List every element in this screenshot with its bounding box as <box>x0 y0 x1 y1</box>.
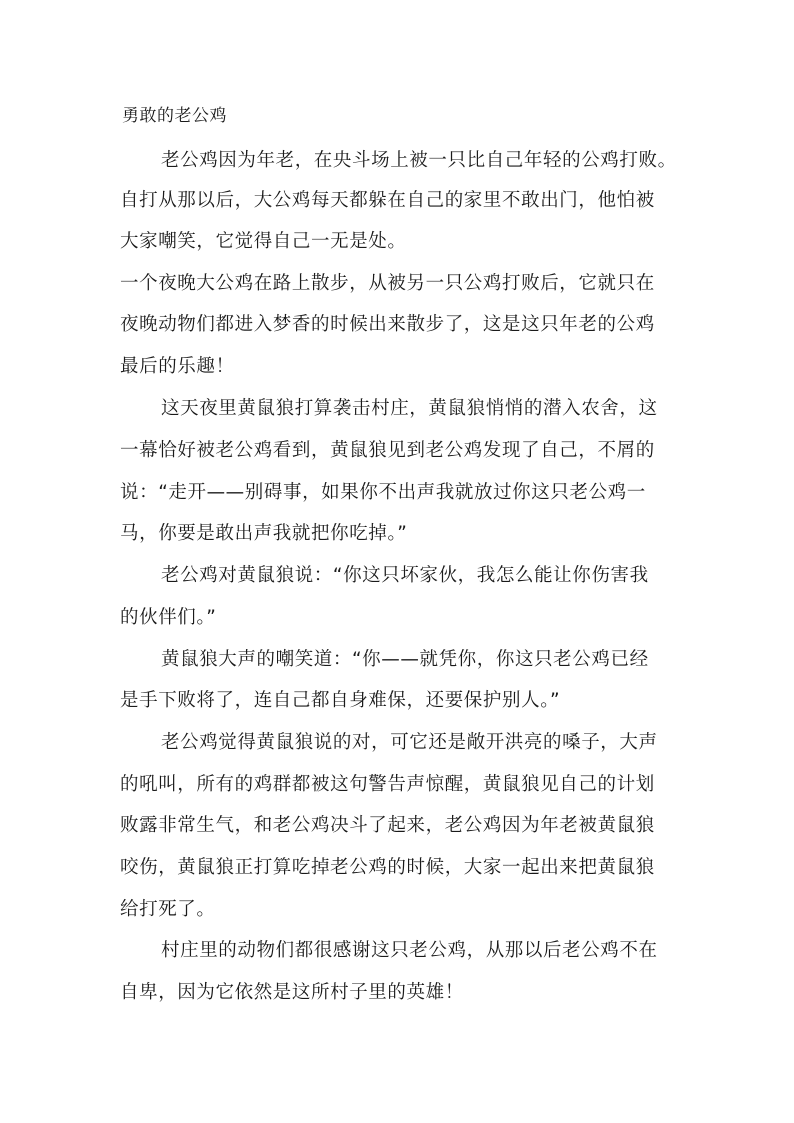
text-line: 老公鸡因为年老，在央斗场上被一只比自己年轻的公鸡打败。 <box>161 150 677 171</box>
text-line: 村庄里的动物们都很感谢这只老公鸡，从那以后老公鸡不在 <box>161 940 658 961</box>
text-line: 的伙伴们。” <box>120 607 217 628</box>
text-line: 黄鼠狼大声的嘲笑道：“你——就凭你，你这只老公鸡已经 <box>161 649 649 670</box>
text-line: 咬伤，黄鼠狼正打算吃掉老公鸡的时候，大家一起出来把黄鼠狼 <box>120 857 655 878</box>
document-title: 勇敢的老公鸡 <box>122 106 227 126</box>
text-line: 一个夜晚大公鸡在路上散步，从被另一只公鸡打败后，它就只在 <box>120 273 655 294</box>
text-line: 老公鸡觉得黄鼠狼说的对，可它还是敞开洪亮的嗓子，大声 <box>161 732 658 753</box>
text-line: 最后的乐趣！ <box>120 356 235 377</box>
text-line: 的吼叫，所有的鸡群都被这句警告声惊醒，黄鼠狼见自己的计划 <box>120 774 655 795</box>
text-line: 给打死了。 <box>120 899 216 920</box>
text-line: 马，你要是敢出声我就把你吃掉。” <box>120 523 408 544</box>
text-line: 这天夜里黄鼠狼打算袭击村庄，黄鼠狼悄悄的潜入农舍，这 <box>161 398 658 419</box>
text-line: 大家嘲笑，它觉得自己一无是处。 <box>120 231 407 252</box>
text-line: 是手下败将了，连自己都自身难保，还要保护别人。” <box>120 690 561 711</box>
text-line: 一幕恰好被老公鸡看到，黄鼠狼见到老公鸡发现了自己，不屑的 <box>120 440 655 461</box>
text-line: 老公鸡对黄鼠狼说：“你这只坏家伙，我怎么能让你伤害我 <box>161 565 649 586</box>
text-line: 败露非常生气，和老公鸡决斗了起来，老公鸡因为年老被黄鼠狼 <box>120 815 655 836</box>
text-line: 夜晚动物们都进入梦香的时候出来散步了，这是这只年老的公鸡 <box>120 314 655 335</box>
text-line: 自打从那以后，大公鸡每天都躲在自己的家里不敢出门，他怕被 <box>120 190 655 211</box>
text-line: 自卑，因为它依然是这所村子里的英雄！ <box>120 982 464 1003</box>
text-line: 说：“走开——别碍事，如果你不出声我就放过你这只老公鸡一 <box>120 482 646 503</box>
